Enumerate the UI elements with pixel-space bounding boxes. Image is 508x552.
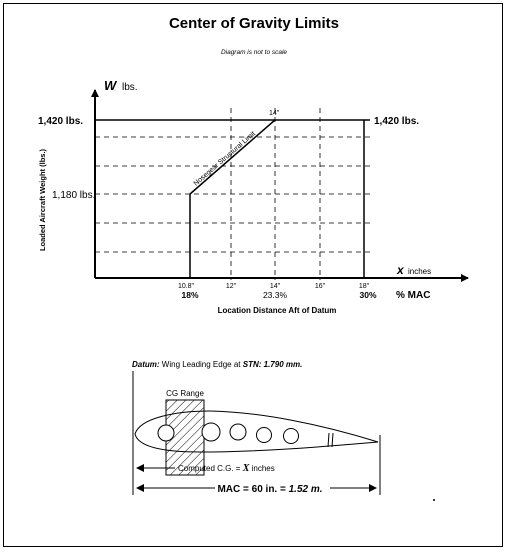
- computed-cg-text: Computed C.G. =: [178, 464, 243, 473]
- mid-weight-label: 1,180 lbs.: [52, 190, 96, 201]
- mac-tick-23-3: 23.3%: [262, 290, 288, 300]
- datum-line: [132, 360, 302, 369]
- mac-tick-30: 30%: [359, 290, 377, 300]
- chart-subtitle: Diagram is not to scale: [220, 49, 288, 56]
- x-tick-14: 14": [269, 283, 281, 290]
- x-tick-10-8: 10.8": [177, 283, 195, 290]
- stray-dot: [433, 499, 435, 501]
- computed-cg-unit: inches: [249, 464, 275, 473]
- max-weight-label-left: 1,420 lbs.: [38, 116, 84, 127]
- mac-tick-18: 18%: [181, 290, 199, 300]
- computed-cg-symbol: X: [242, 463, 250, 474]
- cg-envelope: [190, 120, 364, 278]
- mac-metric: 1.52 m.: [288, 484, 323, 495]
- x-axis-unit: inches: [408, 267, 432, 276]
- cg-range-label: CG Range: [166, 389, 204, 398]
- max-weight-label-right: 1,420 lbs.: [374, 116, 420, 127]
- y-axis-unit: lbs.: [122, 82, 138, 93]
- y-axis-symbol: W: [104, 78, 117, 93]
- x-axis-label: Location Distance Aft of Datum: [217, 306, 337, 315]
- x-tick-12: 12": [225, 283, 237, 290]
- stn-label: STN: 1.790 mm.: [242, 360, 303, 369]
- datum-prefix: Datum:: [132, 360, 160, 369]
- x-axis-symbol: x: [397, 263, 404, 277]
- computed-cg-label: [178, 463, 275, 474]
- top-tick-label: 14": [269, 110, 280, 117]
- mac-dimension-label: [217, 484, 322, 495]
- structural-limit-label: Nosegear Structural Limit: [192, 130, 257, 188]
- mac-label: MAC = 60 in. =: [217, 484, 289, 495]
- y-axis-label: Loaded Aircraft Weight (lbs.): [38, 148, 47, 252]
- chart-title: Center of Gravity Limits: [168, 15, 340, 32]
- x-tick-16: 16": [314, 283, 326, 290]
- mac-axis-label: % MAC: [396, 290, 431, 301]
- x-tick-18: 18": [358, 283, 370, 290]
- datum-text: Wing Leading Edge at: [159, 360, 243, 369]
